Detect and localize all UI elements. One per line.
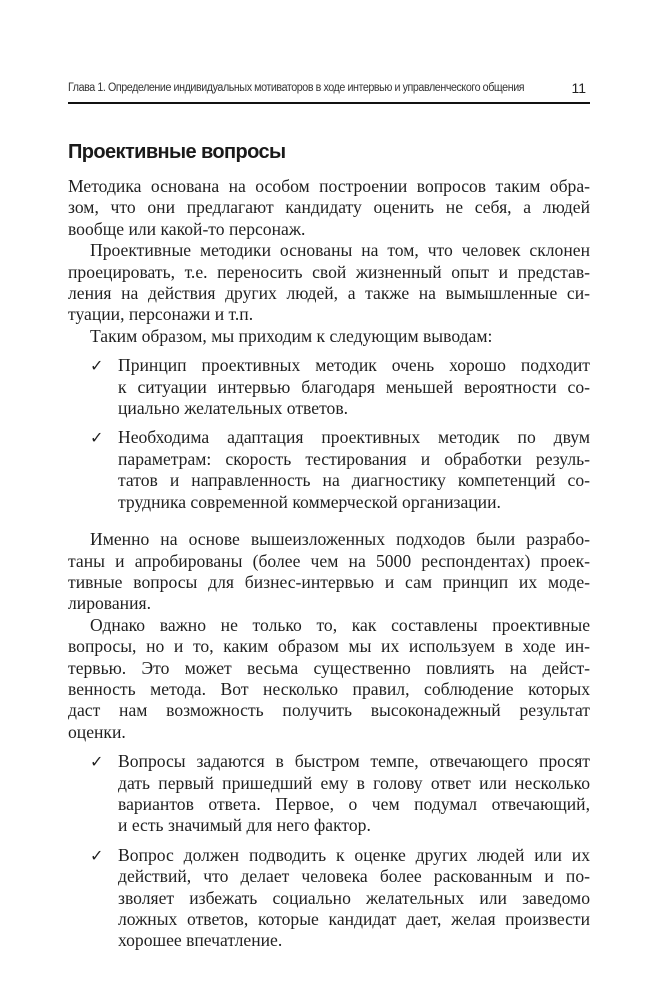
text-line: таны и апробированы (более чем на 5000 респондентах) проек- bbox=[68, 550, 590, 571]
text-line: Вопросы задаются в быстром темпе, отвечающего просят bbox=[118, 751, 590, 772]
text-line: ложных ответов, которые кандидат дает, желая произвести bbox=[118, 909, 590, 929]
text-line: Необходима адаптация проективных методик по двум bbox=[118, 427, 590, 448]
checklist-item bbox=[68, 355, 590, 419]
text-line: венность метода. Вот несколько правил, соблюдение которых bbox=[68, 678, 590, 699]
paragraph bbox=[68, 326, 590, 347]
text-line: и есть значимый для него фактор. bbox=[118, 815, 371, 836]
text-line: Однако важно не только то, как составлены проективные bbox=[90, 614, 590, 635]
text-line: вопросы, но и то, каким образом мы их используем в ходе ин- bbox=[68, 636, 590, 657]
text-line: даст нам возможность получить высоконадежный результат bbox=[68, 700, 590, 721]
text-line: тивные вопросы для бизнес-интервью и сам принцип их моде- bbox=[68, 571, 590, 592]
checkmark-icon: ✓ bbox=[90, 356, 104, 376]
text-line: трудника современной коммерческой организации. bbox=[118, 491, 501, 512]
text-line: оценки. bbox=[68, 721, 126, 742]
paragraph bbox=[68, 240, 590, 326]
text-line: к ситуации интервью благодаря меньшей вероятности со- bbox=[118, 376, 590, 397]
checklist-item bbox=[68, 751, 590, 837]
text-line: хорошее впечатление. bbox=[118, 930, 283, 951]
page-number: 11 bbox=[571, 80, 586, 96]
text-line: татов и направленность на диагностику компетенций со- bbox=[118, 470, 590, 491]
text-line: циально желательных ответов. bbox=[118, 398, 349, 419]
checklist-item bbox=[68, 845, 590, 952]
paragraph bbox=[68, 176, 590, 240]
text-line: зом, что они предлагают кандидату оценить не себя, а людей bbox=[68, 197, 590, 218]
text-line: зволяет избежать социально желательных или заведомо bbox=[118, 887, 590, 908]
text-line: Принцип проективных методик очень хорошо подходит bbox=[118, 355, 590, 376]
chapter-title: Глава 1. Определение индивидуальных мотиваторов в ходе интервью и управленческого общения bbox=[68, 82, 525, 94]
text-line: вариантов ответа. Первое, о чем подумал отвечающий, bbox=[118, 793, 590, 814]
checklist-item bbox=[68, 427, 590, 513]
text-line: Проективные методики основаны на том, что человек склонен bbox=[90, 240, 590, 261]
running-header bbox=[68, 80, 590, 104]
checkmark-icon: ✓ bbox=[90, 845, 104, 865]
text-line: Таким образом, мы приходим к следующим выводам: bbox=[90, 325, 493, 346]
text-line: проецировать, т.е. переносить свой жизненный опыт и представ- bbox=[68, 261, 590, 282]
text-line: дать первый пришедший ему в голову ответ или несколько bbox=[118, 772, 590, 793]
text-line: ления на действия других людей, а также на вымышленные си- bbox=[68, 283, 590, 304]
text-line: вообще или какой-то персонаж. bbox=[68, 218, 306, 239]
checkmark-icon: ✓ bbox=[90, 428, 104, 448]
paragraph bbox=[68, 529, 590, 615]
section-title: Проективные вопросы bbox=[68, 141, 286, 163]
text-line: лирования. bbox=[68, 593, 151, 614]
text-line: Именно на основе вышеизложенных подходов были разрабо- bbox=[90, 529, 590, 550]
text-line: параметрам: скорость тестирования и обработки резуль- bbox=[118, 448, 590, 469]
text-line: Вопрос должен подводить к оценке других людей или их bbox=[118, 844, 590, 865]
paragraph bbox=[68, 615, 590, 743]
text-line: действий, что делает человека более раскованным и по- bbox=[118, 866, 590, 887]
body-text bbox=[68, 176, 590, 960]
text-line: туации, персонажи и т.п. bbox=[68, 304, 254, 325]
checkmark-icon: ✓ bbox=[90, 752, 104, 772]
text-line: тервью. Это может весьма существенно повлиять на дейст- bbox=[68, 657, 590, 678]
text-line: Методика основана на особом построении вопросов таким обра- bbox=[68, 176, 590, 196]
